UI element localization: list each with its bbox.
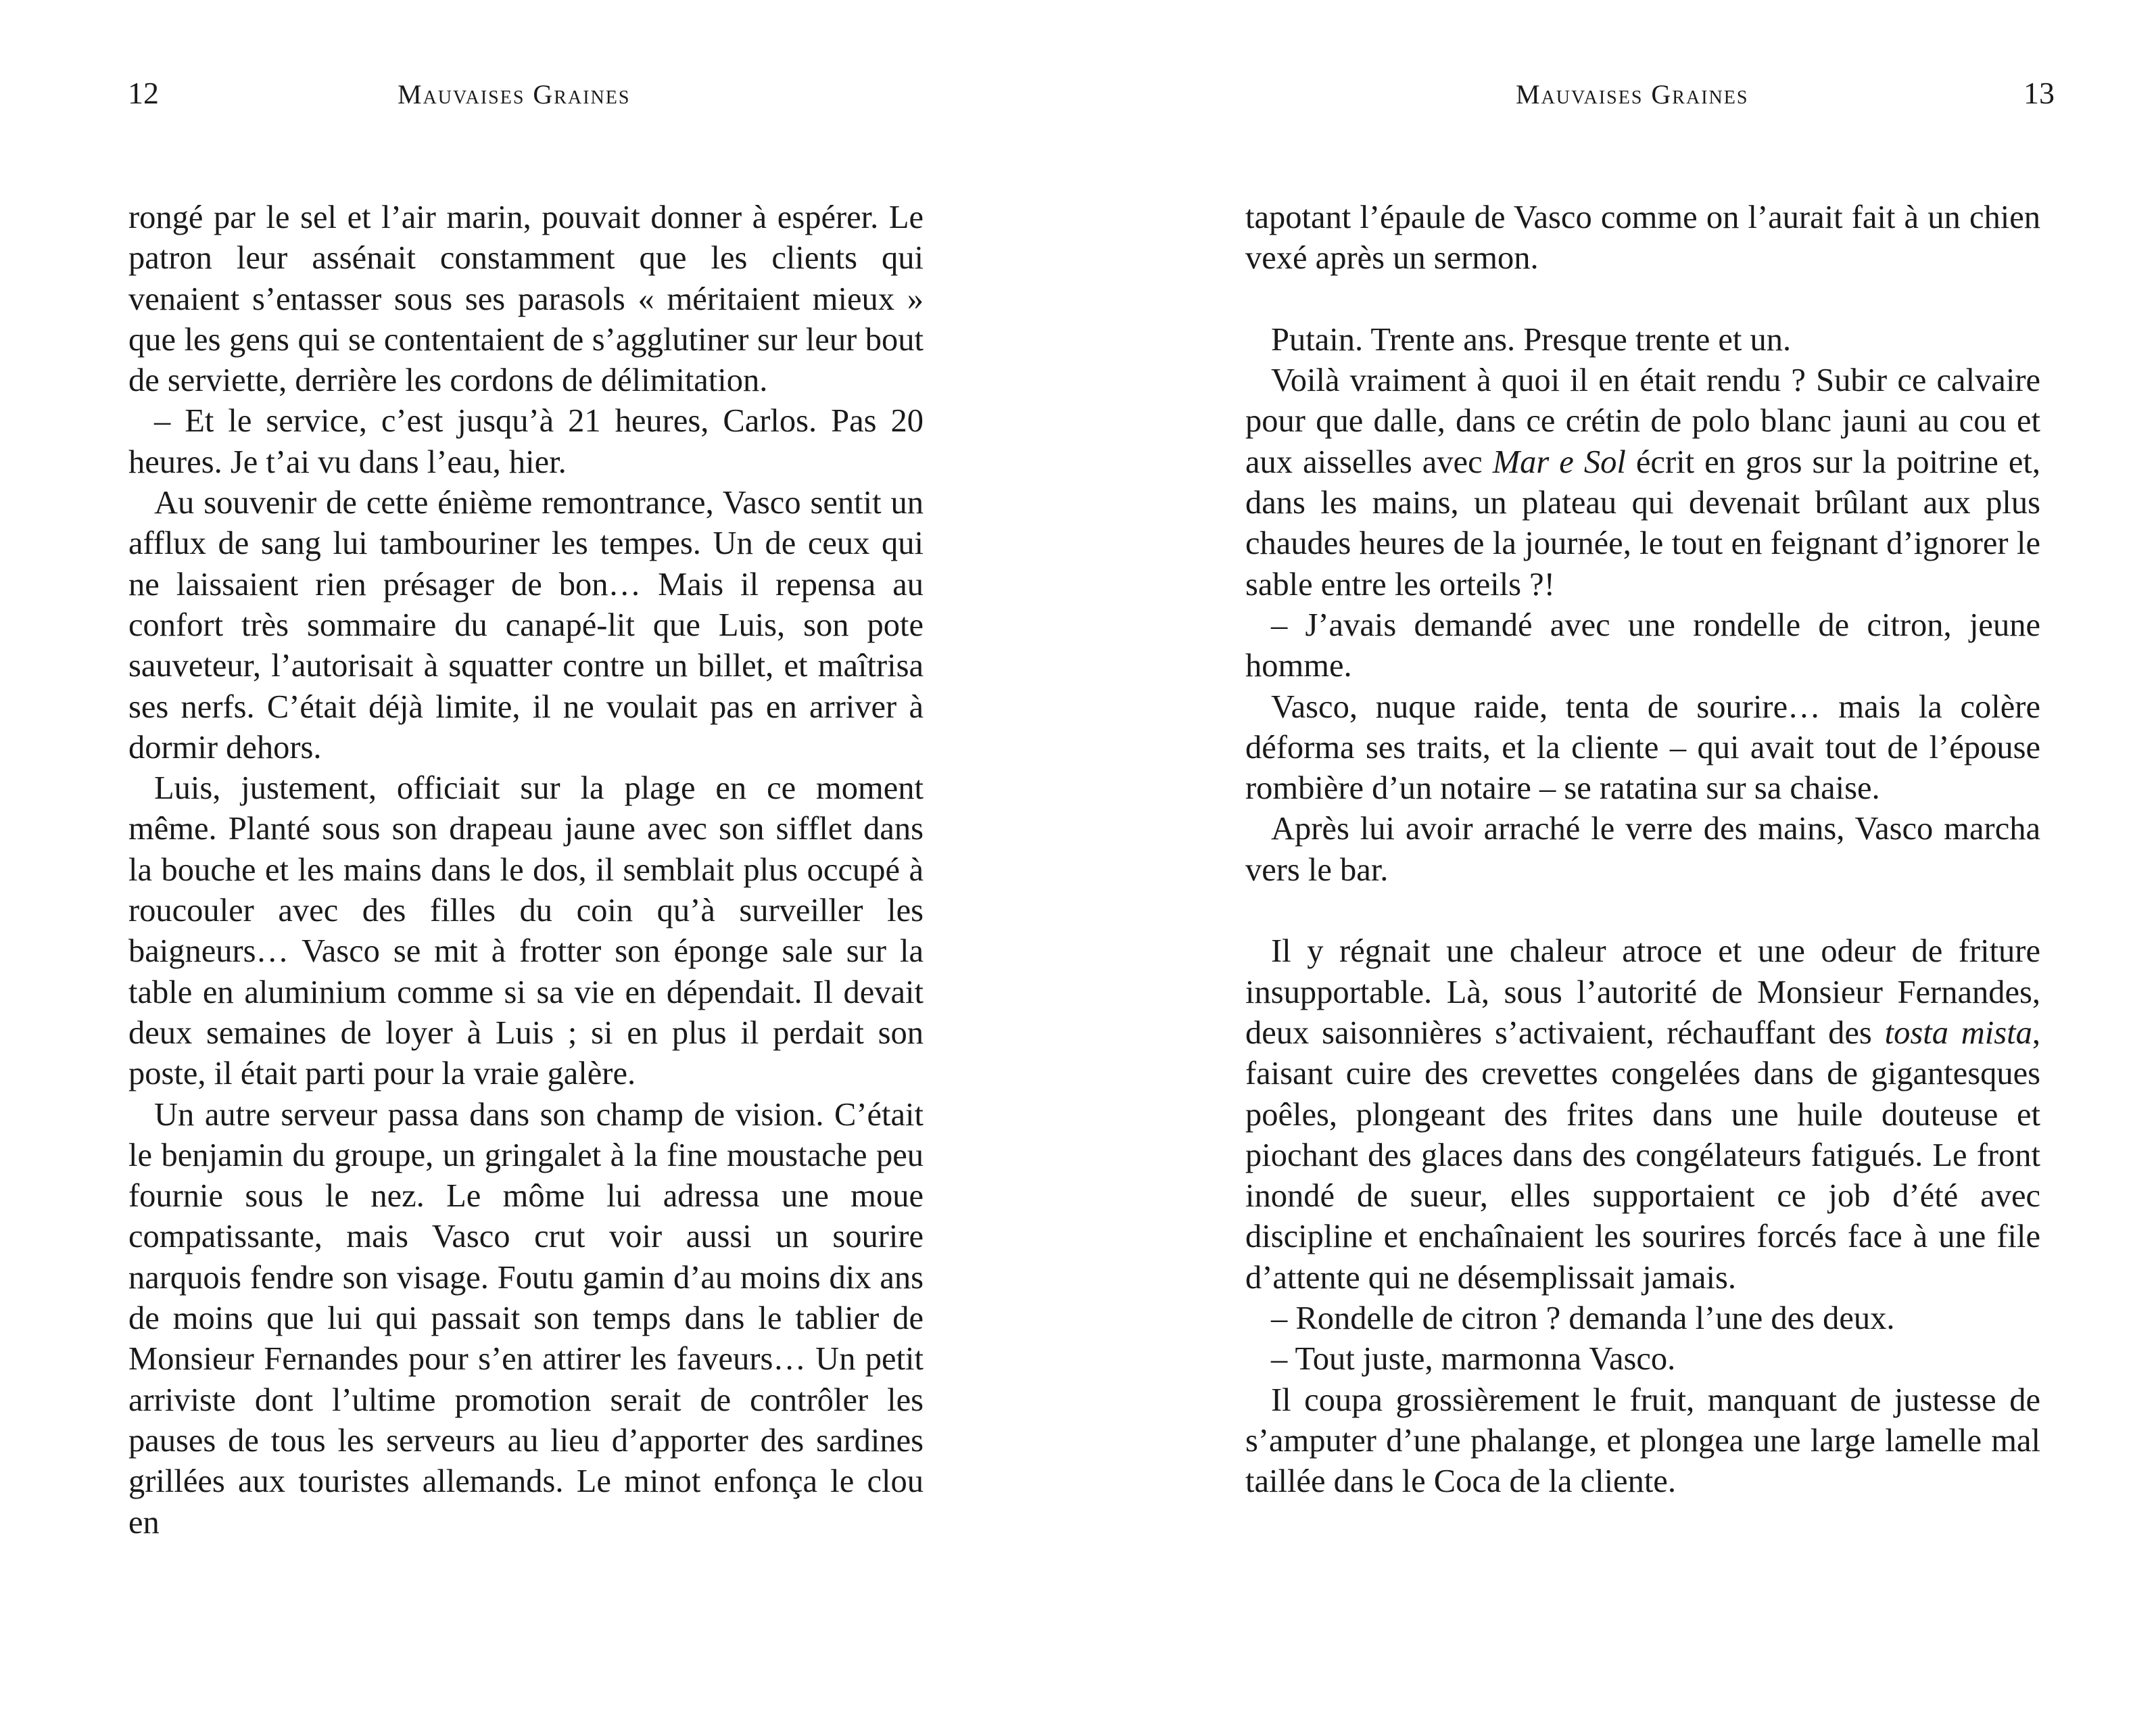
right-page-body: [1245, 197, 2040, 1503]
paragraph: Il coupa grossièrement le fruit, manquant de justesse de s’amputer d’une phalange, et plongea une large lamelle mal taillée dans le Coca de la cliente.: [1245, 1382, 2040, 1500]
paragraph-text: écrit en gros sur la poitrine et, dans les mains, un plateau qui devenait brûlant aux plus chaudes heures de la journée, le tout en feignant d’ignorer le sable entre les orteils ?!: [1245, 444, 2041, 603]
paragraph-text: Voilà vraiment à quoi il en était rendu ? Subir ce calvaire pour que dalle, dans ce crétin de polo blanc jauni au cou et aux aisselles avec: [1245, 362, 2040, 480]
paragraph: [1245, 360, 2040, 605]
paragraph-text: , faisant cuire des crevettes congelées dans de gigantesques poêles, plongeant des frites dans une huile douteuse et piochant des glaces dans des congélateurs fatigués. Le front inondé de sueur, elles supportaient ce job d’été avec discipline et enchaînaient les sourires forcés face à une file d’attente qui ne désemplissait jamais.: [1245, 1014, 2040, 1296]
paragraph: Après lui avoir arraché le verre des mains, Vasco marcha vers le bar.: [1245, 811, 2040, 888]
paragraph: – Rondelle de citron ? demanda l’une des deux.: [1271, 1300, 1895, 1337]
paragraph-text: Il y régnait une chaleur atroce et une odeur de friture insupportable. Là, sous l’autorité de Monsieur Fernandes, deux saisonnières s’activaient, réchauffant des: [1245, 933, 2040, 1051]
paragraph: Putain. Trente ans. Presque trente et un.: [1271, 321, 1792, 358]
italic-text: tosta mista: [1884, 1014, 2032, 1051]
paragraph: – J’avais demandé avec une rondelle de citron, jeune homme.: [1245, 607, 2040, 684]
paragraph: Un autre serveur passa dans son champ de vision. C’était le benjamin du groupe, un gringalet à la fine moustache peu fournie sous le nez. Le môme lui adressa une moue compatissante, mais Vasco crut voir aussi un sourire narquois fendre son visage. Foutu gamin d’au moins dix ans de moins que lui qui passait son temps dans le tablier de Monsieur Fernandes pour s’en attirer les faveurs… Un petit arriviste dont l’ultime promotion serait de contrôler les pauses de tous les serveurs au lieu d’apporter des sardines grillées aux touristes allemands. Le minot enfonça le clou en: [128, 1096, 924, 1540]
paragraph: Luis, justement, officiait sur la plage en ce moment même. Planté sous son drapeau jaune avec son sifflet dans la bouche et les mains dans le dos, il semblait plus occupé à roucouler avec des filles du coin qu’à surveiller les baigneurs… Vasco se mit à frotter son éponge sale sur la table en aluminium comme si sa vie en dépendait. Il devait deux semaines de loyer à Luis ; si en plus il perdait son poste, il était parti pour la vraie galère.: [128, 770, 924, 1092]
page-number-left: 12: [128, 76, 159, 110]
paragraph: – Tout juste, marmonna Vasco.: [1271, 1341, 1676, 1378]
running-head-right: Mauvaises Graines: [1516, 79, 1749, 110]
paragraph: rongé par le sel et l’air marin, pouvait donner à espérer. Le patron leur assénait constamment que les clients qui venaient s’entasser sous ses parasols « méritaient mieux » que les gens qui se contentaient de s’agglutiner sur leur bout de serviette, derrière les cordons de délimitation.: [128, 199, 924, 399]
left-page-body: [128, 197, 924, 1543]
paragraph: Au souvenir de cette énième remontrance, Vasco sentit un afflux de sang lui tambouriner les tempes. Un de ceux qui ne laissaient rien présager de bon… Mais il repensa au confort très sommaire du canapé-lit que Luis, son pote sauveteur, l’autorisait à squatter contre un billet, et maîtrisa ses nerfs. C’était déjà limite, il ne voulait pas en arriver à dormir dehors.: [128, 485, 924, 766]
italic-text: Mar e Sol: [1492, 444, 1626, 480]
paragraph: [1245, 931, 2040, 1298]
running-head-left: Mauvaises Graines: [398, 79, 631, 110]
page-number-right: 13: [2023, 76, 2055, 110]
paragraph: Vasco, nuque raide, tenta de sourire… mais la colère déforma ses traits, et la cliente – qui avait tout de l’épouse rombière d’un notaire – se ratatina sur sa chaise.: [1245, 688, 2040, 807]
paragraph: tapotant l’épaule de Vasco comme on l’aurait fait à un chien vexé après un sermon.: [1245, 199, 2040, 277]
paragraph: – Et le service, c’est jusqu’à 21 heures, Carlos. Pas 20 heures. Je t’ai vu dans l’eau, hier.: [128, 403, 924, 480]
right-page: [1078, 0, 2156, 1717]
